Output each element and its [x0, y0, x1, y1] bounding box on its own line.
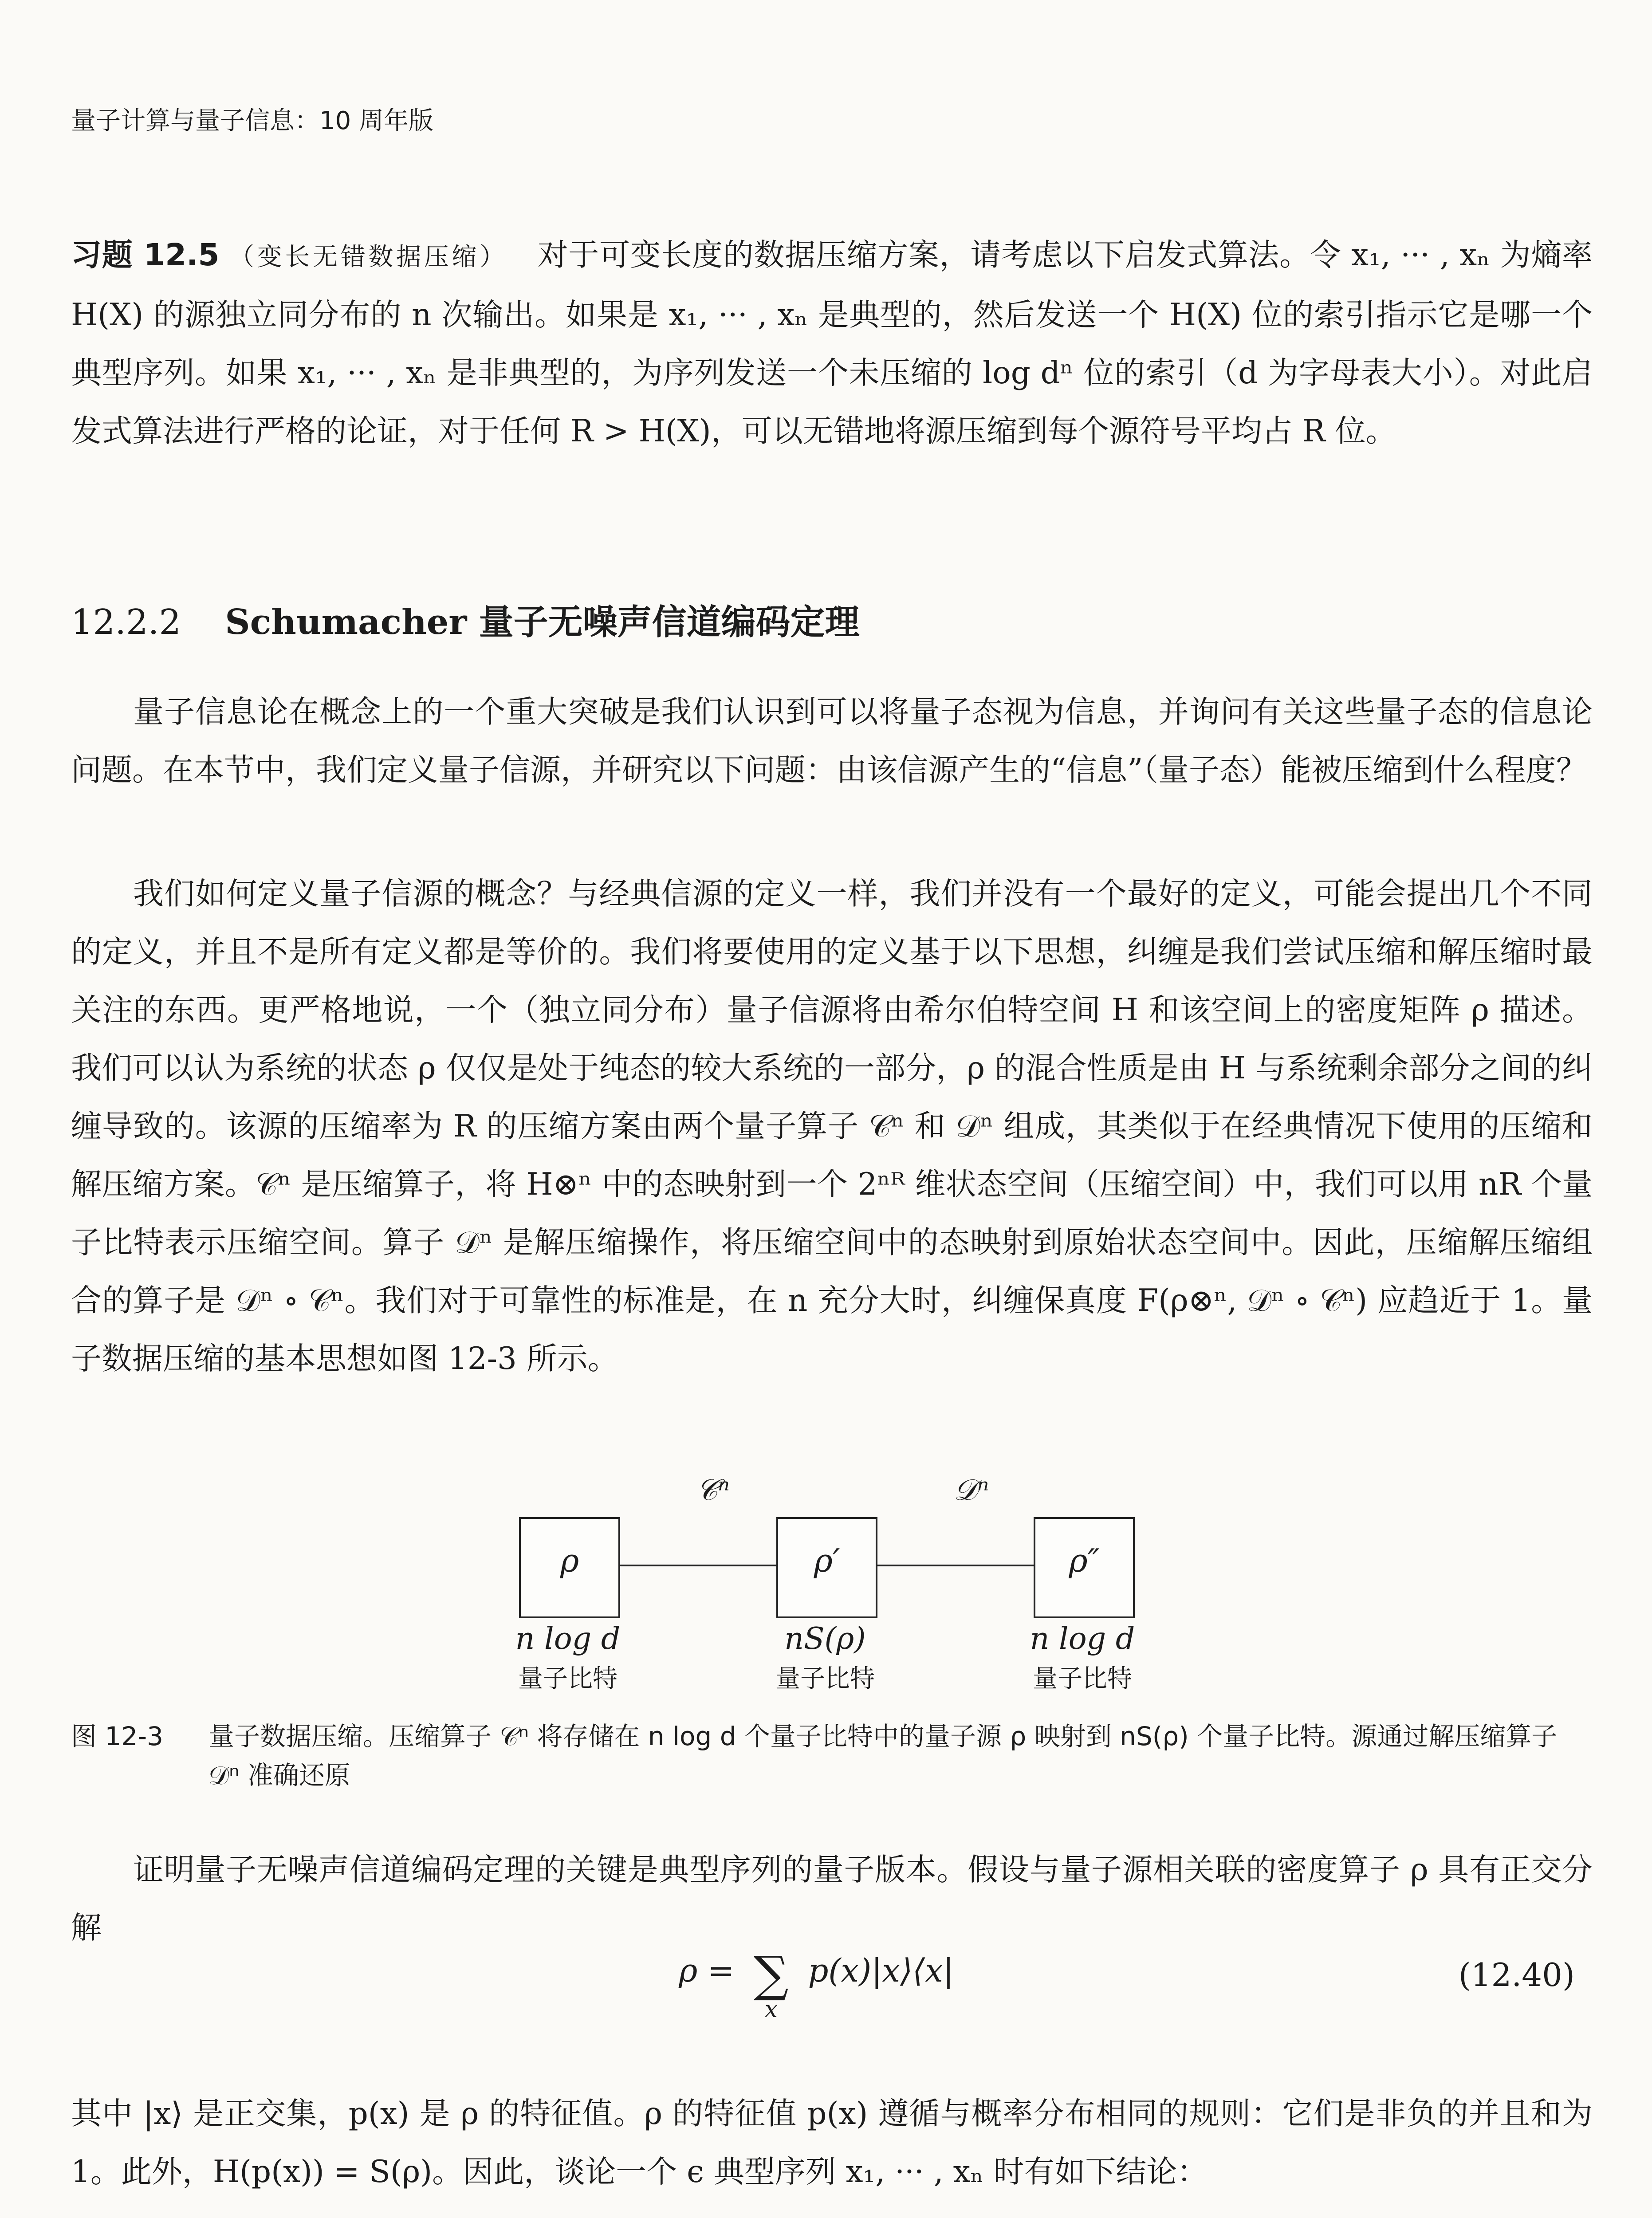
equation-12-40 [71, 1943, 1593, 2032]
paragraph-3: 证明量子无噪声信道编码定理的关键是典型序列的量子版本。假设与量子源相关联的密度算子 ρ 具有正交分解 [71, 1852, 1593, 1946]
box-compressed-label: ρ′ [814, 1542, 840, 1579]
paragraph-4: 其中 |x⟩ 是正交集，p(x) 是 ρ 的特征值。ρ 的特征值 p(x) 遵循与概率分布相同的规则：它们是非负的并且和为 1。此外，H(p(x)) = S(ρ)。因此，谈论一个 ϵ 典型序列 x₁, ··· , xₙ 时有如下结论： [71, 2096, 1593, 2190]
exercise-label: 习题 12.5 [71, 237, 220, 273]
eq1-lhs: ρ = [679, 1952, 735, 1989]
paragraph-2: 我们如何定义量子信源的概念？与经典信源的定义一样，我们并没有一个最好的定义，可能会提出几个不同的定义，并且不是所有定义都是等价的。我们将要使用的定义基于以下思想，纠缠是我们尝试压缩和解压缩时最关注的东西。更严格地说，一个（独立同分布）量子信源将由希尔伯特空间 H 和该空间上的密度矩阵 ρ 描述。我们可以认为系统的状态 ρ 仅仅是处于纯态的较大系统的一部分，ρ 的混合性质是由 H 与系统剩余部分之间的纠缠导致的。该源的压缩率为 R 的压缩方案由两个量子算子 𝒞ⁿ 和 𝒟ⁿ 组成，其类似于在经典情况下使用的压缩和解压缩方案。𝒞ⁿ 是压缩算子，将 H⊗ⁿ 中的态映射到一个 2ⁿᴿ 维状态空间（压缩空间）中，我们可以用 nR 个量子比特表示压缩空间。算子 𝒟ⁿ 是解压缩操作，将压缩空间中的态映射到原始状态空间中。因此，压缩解压缩组合的算子是 𝒟ⁿ ∘ 𝒞ⁿ。我们对于可靠性的标准是，在 n 充分大时，纠缠保真度 F(ρ⊗ⁿ, 𝒟ⁿ ∘ 𝒞ⁿ) 应趋近于 1。量子数据压缩的基本思想如图 12-3 所示。 [71, 876, 1593, 1376]
exercise-text: 对于可变长度的数据压缩方案，请考虑以下启发式算法。令 x₁, ··· , xₙ 为熵率 H(X) 的源独立同分布的 n 次输出。如果是 x₁, ··· , xₙ 是典型的，然后发送一个 H(X) 位的索引指示它是哪一个典型序列。如果 x₁, ··· , xₙ 是非典型的，为序列发送一个未压缩的 log dⁿ 位的索引（d 为字母表大小）。对此启发式算法进行严格的论证，对于任何 R > H(X)，可以无错地将源压缩到每个源符号平均占 R 位。 [71, 237, 1593, 449]
eq1-sum: ∑ [754, 1946, 789, 2002]
exercise-12-5 [71, 226, 1593, 460]
op-decompress-label: 𝒟ⁿ [954, 1473, 989, 1507]
unit-1: 量子比特 [518, 1664, 618, 1693]
eq1-body [679, 1946, 954, 2023]
size-2: nS(ρ) [784, 1621, 866, 1656]
section-heading [71, 594, 860, 644]
size-label-1 [488, 1619, 648, 1699]
size-1: n log d [515, 1621, 621, 1656]
section-number: 12.2.2 [71, 602, 181, 642]
op-compress-label: 𝒞ⁿ [696, 1473, 730, 1507]
eq1-sum-block [744, 1946, 798, 2023]
caption-text: 量子数据压缩。压缩算子 𝒞ⁿ 将存储在 n log d 个量子比特中的量子源 ρ 映射到 nS(ρ) 个量子比特。源通过解压缩算子 𝒟ⁿ 准确还原 [208, 1721, 1558, 1790]
unit-3: 量子比特 [1033, 1664, 1132, 1693]
eq1-sub: x [764, 1996, 778, 2023]
figure-12-3-diagram [488, 1473, 1233, 1703]
unit-2: 量子比特 [775, 1664, 875, 1693]
box-source-label: ρ [560, 1542, 579, 1579]
box-source [519, 1517, 620, 1618]
paragraph-1: 量子信息论在概念上的一个重大突破是我们认识到可以将量子态视为信息，并询问有关这些量子态的信息论问题。在本节中，我们定义量子信源，并研究以下问题：由该信源产生的“信息”（量子态）能被压缩到什么程度？ [71, 694, 1593, 788]
size-3: n log d [1030, 1621, 1135, 1656]
exercise-subtitle: （变长无错数据压缩） [229, 243, 507, 271]
size-label-3 [1003, 1619, 1162, 1699]
box-compressed [776, 1517, 877, 1618]
caption-number: 图 12-3 [71, 1721, 164, 1751]
running-header: 量子计算与量子信息：10 周年版 [71, 106, 434, 135]
section-title: Schumacher 量子无噪声信道编码定理 [225, 602, 860, 642]
box-output [1034, 1517, 1135, 1618]
eq1-tag: (12.40) [1458, 1956, 1575, 1994]
box-output-label: ρ″ [1069, 1542, 1100, 1579]
eq1-rhs: p(x)|x⟩⟨x| [808, 1952, 954, 1989]
size-label-2 [745, 1619, 905, 1699]
